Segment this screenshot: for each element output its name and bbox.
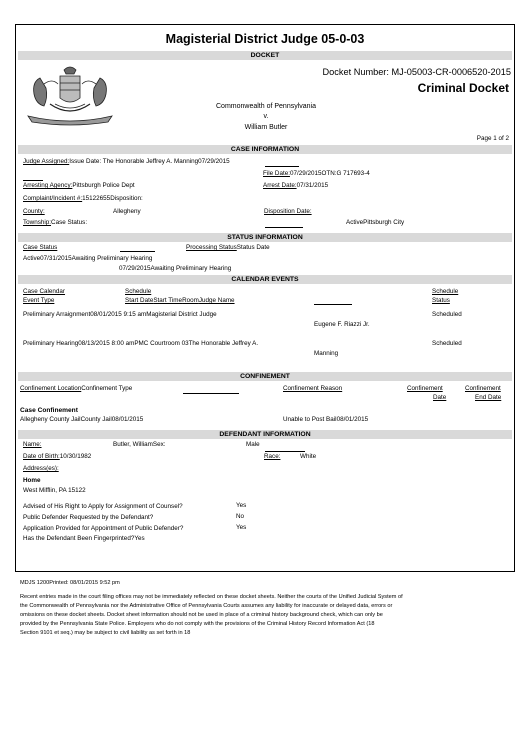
event-2-judge: The Honorable Jeffrey A.: [188, 340, 259, 347]
processing-col: [186, 244, 270, 251]
agency-row: [23, 182, 135, 189]
disclaimer-line-2: the Commonwealth of Pennsylvania nor the Administrative Office of Pennsylvania Courts assumes any liability for inaccurate or delayed data, errors or: [20, 603, 393, 609]
blank-line: [265, 166, 299, 167]
event-1-datetime: 08/01/2015 9:15 am: [90, 311, 147, 318]
file-date-row: [263, 170, 370, 177]
county-value: Allegheny: [113, 208, 141, 215]
processing-status-label: Processing Status: [186, 244, 237, 251]
home-label: Home: [23, 477, 41, 484]
dob-row: [23, 453, 91, 460]
event-1-room: Magisterial District Judge: [146, 311, 217, 318]
schedule-cols: [125, 297, 235, 304]
confinement-date-label-2: Date: [433, 394, 447, 401]
caption-versus: v.: [263, 113, 269, 120]
schedule-label: Schedule: [125, 288, 152, 295]
caption-plaintiff: Commonwealth of Pennsylvania: [216, 103, 316, 110]
event-2-status: Scheduled: [432, 340, 462, 347]
event-1-status: Scheduled: [432, 311, 462, 318]
case-info-header: CASE INFORMATION: [18, 145, 512, 154]
start-date-label: Start Date: [125, 297, 154, 304]
page-info: Page 1 of 2: [476, 135, 509, 142]
docket-number: Docket Number: MJ-05003-CR-0006520-2015: [322, 67, 511, 77]
status-row-1: Active07/31/2015Awaiting Preliminary Hearing: [23, 255, 153, 262]
judge-name-label: Judge Name: [198, 297, 235, 304]
event-1: [23, 311, 217, 318]
event-2-room: PMC Courtroom 03: [134, 340, 189, 347]
confinement-end-label-2: End Date: [475, 394, 502, 401]
complaint-label: Complaint/Incident #:: [23, 195, 83, 202]
otn-label: OTN:: [321, 170, 337, 177]
confinement-reason-date: 08/01/2015: [336, 416, 369, 423]
judge-assigned-row: [23, 158, 230, 165]
agency-label: Arresting Agency:: [23, 182, 73, 189]
confinement-location-label: Confinement Location: [20, 385, 82, 392]
confinement-type: County Jail: [80, 416, 112, 423]
file-date: 07/29/2015: [289, 170, 322, 177]
race-value: White: [300, 453, 317, 460]
confinement-header: CONFINEMENT: [18, 372, 512, 381]
file-date-label: File Date:: [263, 170, 290, 177]
complaint-row: [23, 195, 143, 202]
confinement-reason: [283, 416, 368, 423]
case-status-value: Active: [346, 219, 364, 226]
otn-value: G 717693-4: [336, 170, 370, 177]
start-time-label: Start Time: [153, 297, 183, 304]
case-status-label: Case Status:: [51, 219, 88, 226]
confinement-date-label: Confinement: [407, 385, 443, 392]
status-col-label: Status: [432, 297, 450, 304]
question-4: Has the Defendant Been Fingerprinted?: [23, 535, 135, 542]
confinement-date: 08/01/2015: [111, 416, 144, 423]
confinement-end-label: Confinement: [465, 385, 501, 392]
county-label: County:: [23, 208, 45, 215]
sex-label: Sex:: [152, 441, 166, 448]
township-value: Pittsburgh City: [363, 219, 405, 226]
sex-value: Male: [246, 441, 260, 448]
calendar-header: CALENDAR EVENTS: [18, 275, 512, 284]
status-date-label: Status Date: [236, 244, 270, 251]
court-title: Magisterial District Judge 05-0-03: [165, 32, 365, 46]
printed-info: MDJS 1200Printed: 08/01/2015 9:52 pm: [20, 580, 120, 586]
race-label: Race:: [264, 453, 281, 460]
blank-line: [183, 393, 239, 394]
dob-label: Date of Birth:: [23, 453, 60, 460]
question-3: Application Provided for Appointment of Public Defender?: [23, 525, 184, 532]
schedule-status-label: Schedule: [432, 288, 459, 295]
confinement-type-label: Confinement Type: [81, 385, 133, 392]
case-status-col: Case Status: [23, 244, 58, 251]
blank-line: [265, 451, 305, 452]
answer-2: No: [236, 513, 245, 520]
blank-line: [23, 180, 43, 181]
event-1-type: Preliminary Arraignment: [23, 311, 91, 318]
caption-defendant: William Butler: [244, 124, 288, 131]
confinement-location: Allegheny County Jail: [20, 416, 81, 423]
event-2: [23, 340, 258, 347]
disclaimer-line-1: Recent entries made in the court filing offices may not be immediately reflected on these docket sheets. Neither the courts of the Unified Judicial System of: [20, 594, 403, 600]
disclaimer-line-4: provided by the Pennsylvania State Police. Employers who do not comply with the provisions of the Criminal History Record Information Act (18: [20, 621, 375, 627]
disposition-label: Disposition:: [110, 195, 143, 202]
disclaimer-line-3: omissions on these docket sheets. Docket sheet information should not be used in place of a criminal history background check, which can only be: [20, 612, 383, 618]
blank-line: [265, 227, 303, 228]
dob-value: 10/30/1982: [59, 453, 92, 460]
question-2: Public Defender Requested by the Defendant?: [23, 514, 154, 521]
blank-line: [120, 251, 155, 252]
county-row: [23, 208, 45, 215]
case-confinement-title: Case Confinement: [20, 407, 78, 414]
township-label: Township:: [23, 219, 52, 226]
answer-4: Yes: [134, 535, 145, 542]
doc-type: Criminal Docket: [417, 81, 509, 95]
question-4-row: [23, 535, 145, 542]
status-row-2: 07/29/2015Awaiting Preliminary Hearing: [119, 265, 232, 272]
name-label: Name:: [23, 441, 42, 448]
disclaimer-line-5: Section 9101 et seq.) may be subject to civil liability as set forth in 18: [20, 630, 191, 636]
question-1: Advised of His Right to Apply for Assignment of Counsel?: [23, 503, 183, 510]
event-2-datetime: 08/13/2015 8:00 am: [78, 340, 135, 347]
judge-label: Judge Assigned:: [23, 158, 70, 165]
judge-value: The Honorable Jeffrey A. Manning: [102, 158, 199, 165]
room-label: Room: [182, 297, 199, 304]
docket-label: DOCKET: [18, 51, 512, 60]
confinement-cols: [20, 385, 132, 392]
defendant-name-row: [113, 441, 166, 448]
agency-value: Pittsburgh Police Dept: [72, 182, 135, 189]
status-township: [346, 219, 404, 226]
confinement-reason-label: Confinement Reason: [283, 385, 343, 392]
complaint-value: 15122655: [82, 195, 111, 202]
township-row: [23, 219, 87, 226]
event-1-judge: Eugene F. Riazzi Jr.: [314, 321, 370, 328]
home-address: West Mifflin, PA 15122: [23, 487, 86, 494]
event-2-judge-cont: Manning: [314, 350, 339, 357]
arrest-label: Arrest Date:: [263, 182, 297, 189]
defendant-header: DEFENDANT INFORMATION: [18, 430, 512, 439]
event-2-type: Preliminary Hearing: [23, 340, 79, 347]
case-calendar-label: Case Calendar: [23, 288, 66, 295]
event-type-label: Event Type: [23, 297, 55, 304]
arrest-date: 07/31/2015: [296, 182, 329, 189]
answer-3: Yes: [236, 524, 247, 531]
defendant-name: Butler, William: [113, 441, 153, 448]
disposition-date-label: Disposition Date:: [264, 208, 312, 215]
address-label: Address(es):: [23, 465, 59, 472]
confinement-reason-value: Unable to Post Bail: [283, 416, 337, 423]
issue-date-label: Issue Date:: [69, 158, 102, 165]
arrest-row: [263, 182, 328, 189]
issue-date: 07/29/2015: [198, 158, 230, 165]
blank-line: [314, 304, 352, 305]
confinement-row: [20, 416, 143, 423]
answer-1: Yes: [236, 502, 247, 509]
status-info-header: STATUS INFORMATION: [18, 233, 512, 242]
